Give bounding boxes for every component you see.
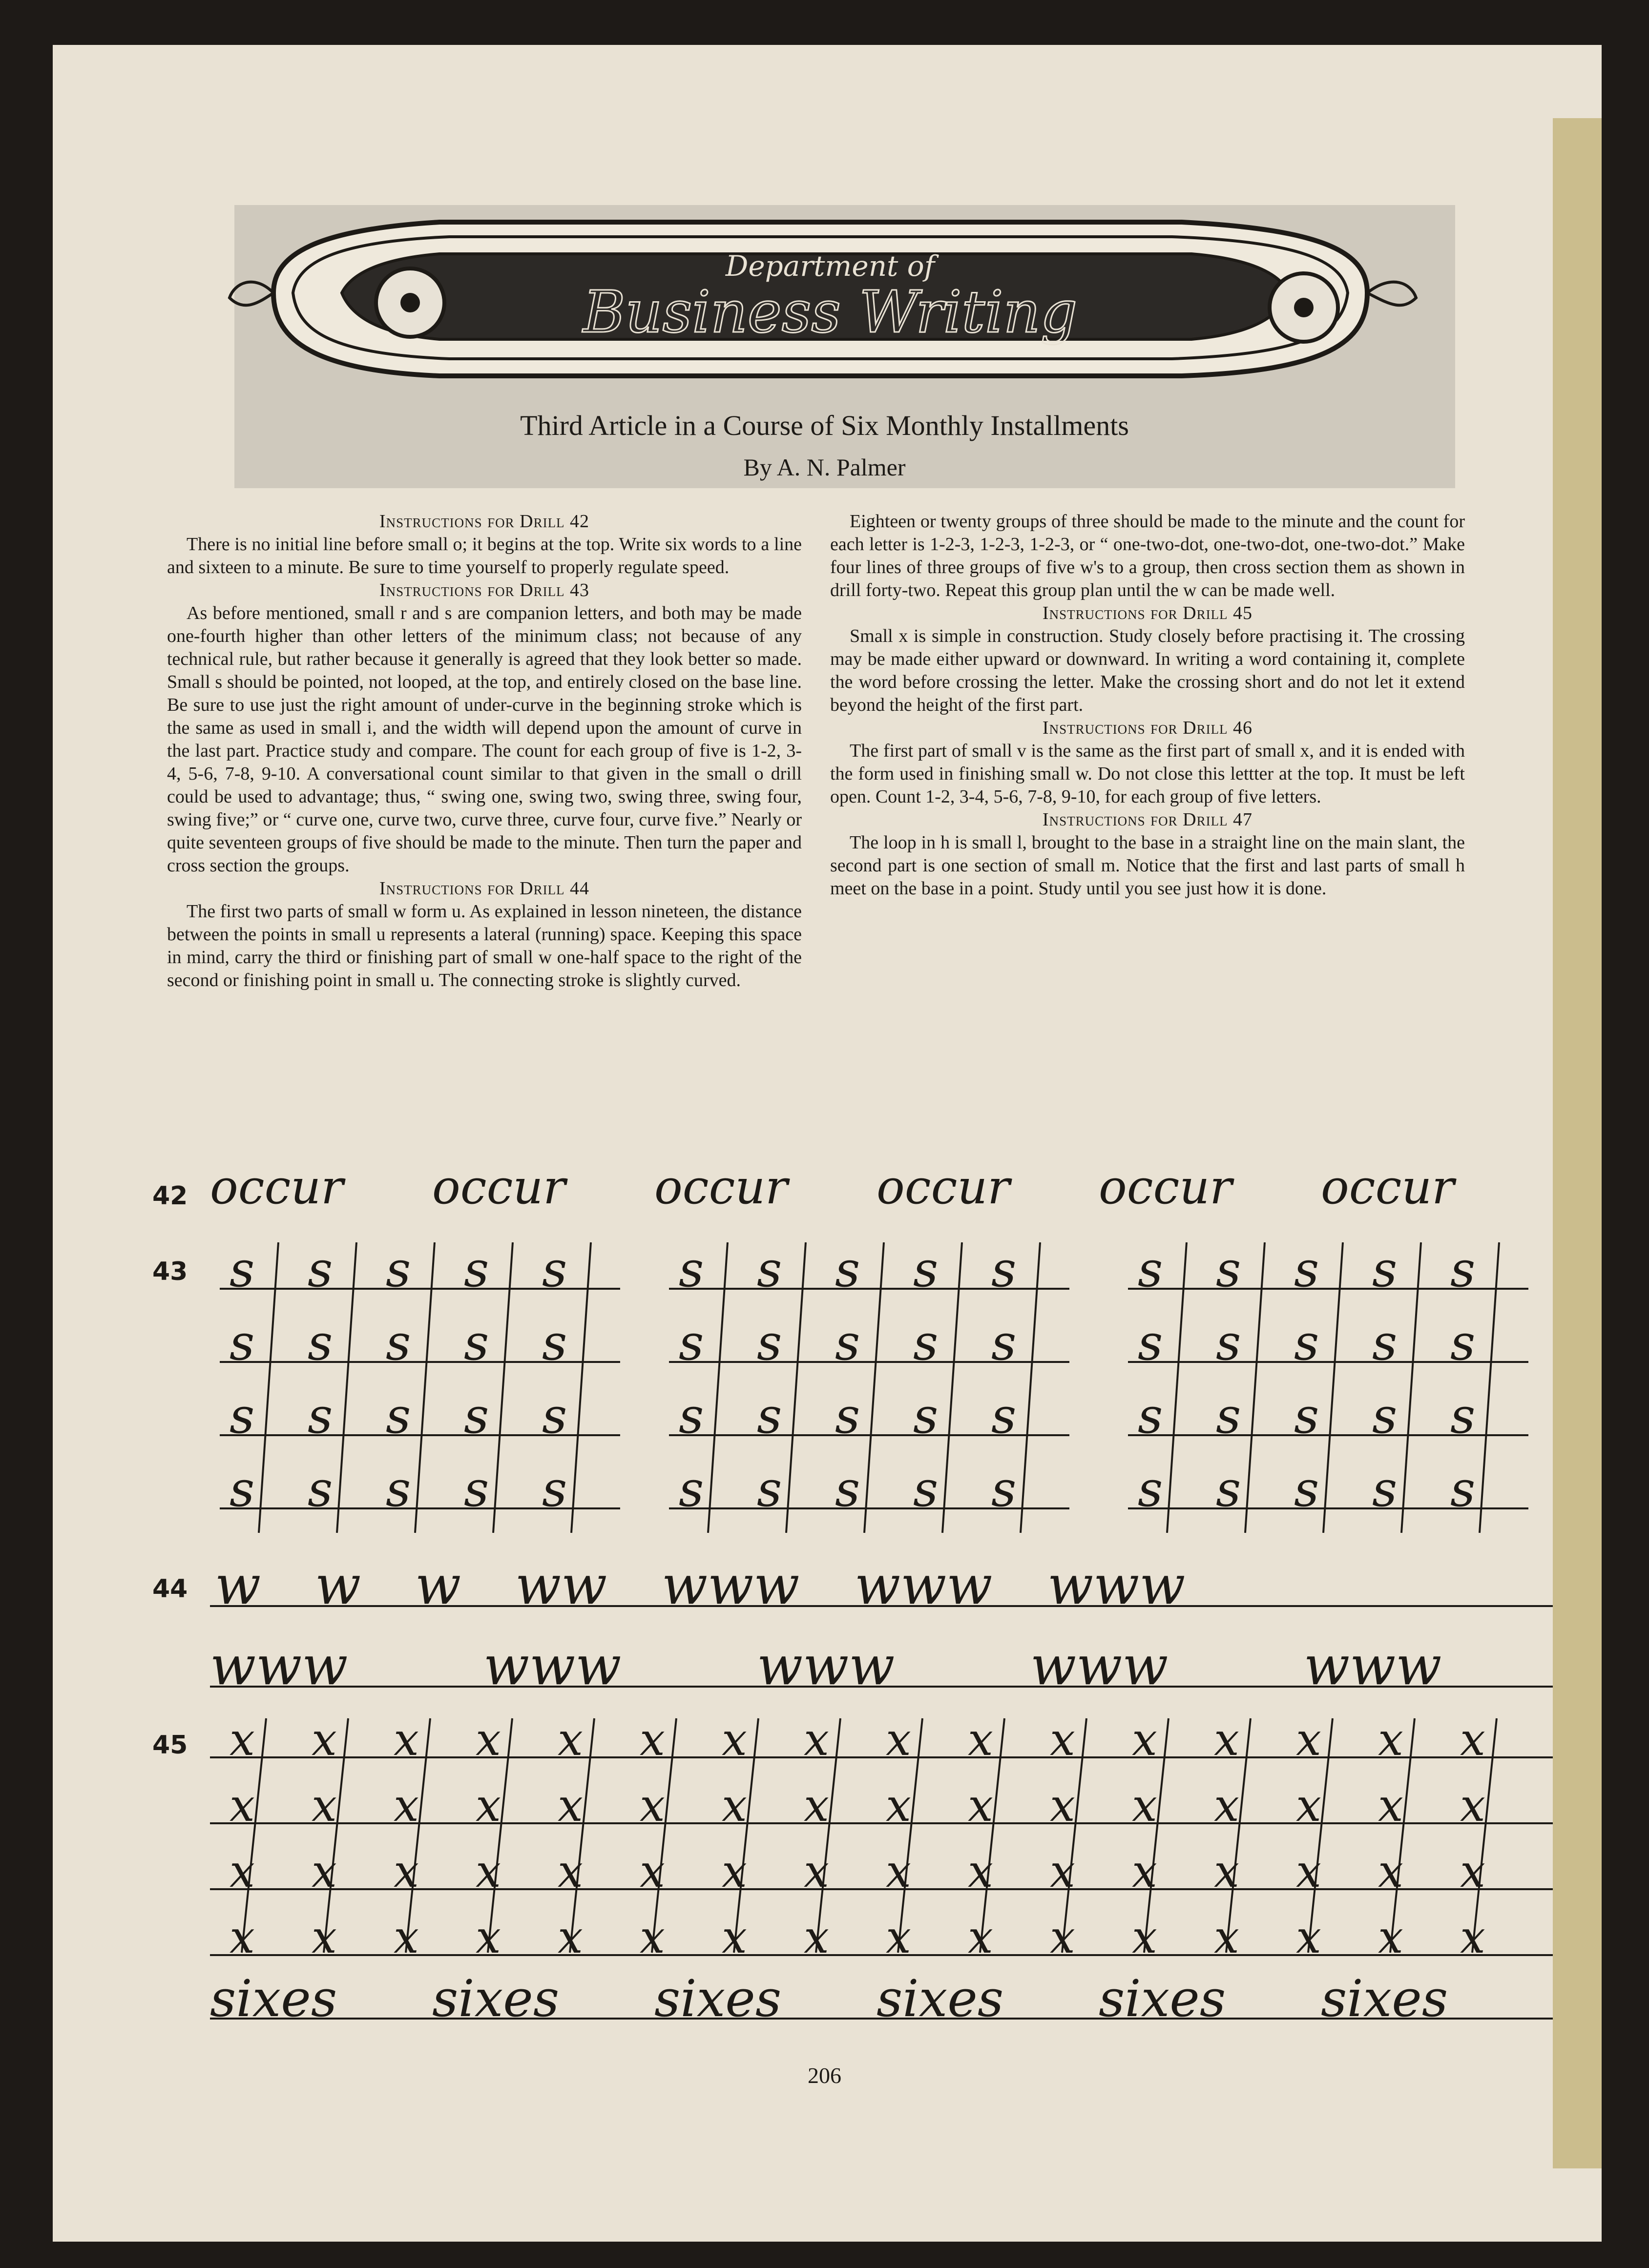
- sixes-word: sixes: [210, 1969, 337, 2028]
- drill-43-letter: s: [1216, 1461, 1241, 1518]
- drill-43-cross-stroke: [786, 1242, 806, 1533]
- drill-45-letter: x: [722, 1911, 747, 1963]
- drill-43-letter: s: [913, 1461, 939, 1518]
- drill-45-letter: x: [1050, 1845, 1075, 1897]
- drill-45-letter: x: [968, 1845, 993, 1897]
- drill-43-letter: s: [230, 1461, 255, 1518]
- drill-43-letter: s: [679, 1314, 704, 1371]
- drill-45-letter: x: [722, 1713, 747, 1766]
- drill-45-letter: x: [476, 1779, 501, 1832]
- drill-43-letter: s: [386, 1461, 411, 1518]
- drill-43-cross-stroke: [259, 1242, 278, 1533]
- drill-45-letter: x: [1214, 1779, 1239, 1832]
- drill-45-letter: x: [312, 1779, 337, 1832]
- drill-44-group: www: [483, 1634, 622, 1697]
- article-title: Third Article in a Course of Six Monthly Installments: [520, 410, 1129, 441]
- drill-45-letter: x: [804, 1779, 829, 1832]
- drill-43-letter: s: [1372, 1314, 1398, 1371]
- drill-43-letter: s: [464, 1241, 489, 1298]
- drill-45-letter: x: [1132, 1845, 1157, 1897]
- drill-43-letter: s: [230, 1387, 255, 1444]
- drill-45-letter: x: [1214, 1845, 1239, 1897]
- drill-45-letter: x: [640, 1911, 665, 1963]
- drill-45-letter: x: [476, 1713, 501, 1766]
- drill-43-letter: s: [679, 1387, 704, 1444]
- drill-45-letter: x: [394, 1779, 419, 1832]
- drill-45-letter: x: [558, 1911, 583, 1963]
- drill-45-letter: x: [230, 1779, 255, 1832]
- drill-43-cross-stroke: [1401, 1242, 1421, 1533]
- drill-45-letter: x: [1214, 1911, 1239, 1963]
- drill-42-word: occur: [210, 1160, 344, 1215]
- drill-45-letter: x: [230, 1845, 255, 1897]
- drill-43-cross-stroke: [571, 1242, 591, 1533]
- drill-43-letter: s: [542, 1387, 567, 1444]
- drill-43-letter: s: [230, 1241, 255, 1298]
- drill-43-letter: s: [835, 1387, 860, 1444]
- drill-43-letter: s: [464, 1461, 489, 1518]
- drill-43-letter: s: [757, 1314, 782, 1371]
- drill-43-heading: Instructions for Drill 43: [379, 580, 590, 600]
- drill-45-letter: x: [886, 1713, 911, 1766]
- drill-45-letter: x: [886, 1779, 911, 1832]
- drill-42-word: occur: [877, 1160, 1010, 1215]
- drill-45-letter: x: [968, 1779, 993, 1832]
- drill-43-letter: s: [679, 1461, 704, 1518]
- drill-43-letter: s: [308, 1387, 333, 1444]
- sixes-word: sixes: [1321, 1969, 1448, 2028]
- drill-47-heading: Instructions for Drill 47: [1042, 809, 1253, 830]
- sixes-word: sixes: [432, 1969, 560, 2028]
- drill-47-text: The loop in h is small l, brought to the base in a straight line on the main slant, the second part is one section of small m. Notice that the first and last parts of small h meet on the base in a point. Study until you see just how it is done.: [830, 832, 1465, 899]
- sixes-word: sixes: [877, 1969, 1004, 2028]
- drill-43-letter: s: [230, 1314, 255, 1371]
- drill-43-letter: s: [1450, 1461, 1476, 1518]
- drill-45-letter: x: [968, 1713, 993, 1766]
- drill-45-letter: x: [968, 1911, 993, 1963]
- drill-45-number: 45: [152, 1731, 188, 1760]
- drill-42-word: occur: [1321, 1160, 1455, 1215]
- drill-43-cross-stroke: [1021, 1242, 1040, 1533]
- drill-44-text-1: The first two parts of small w form u. As explained in lesson nineteen, the distance between the points in small u represents a lateral (running) space. Keeping this space in mind, carry the third or finishing part of small w one-half space to the right of the second or finishing point in small u. The connecting stroke is slightly curved.: [167, 901, 802, 990]
- drill-45-letter: x: [1460, 1911, 1485, 1963]
- drill-43-letter: s: [1138, 1314, 1163, 1371]
- drill-43-letter: s: [542, 1314, 567, 1371]
- drill-44-heading: Instructions for Drill 44: [379, 878, 590, 899]
- drill-45-letter: x: [804, 1845, 829, 1897]
- drill-43-letter: s: [1294, 1241, 1319, 1298]
- drill-43-letter: s: [679, 1241, 704, 1298]
- drill-45-letter: x: [1050, 1713, 1075, 1766]
- drill-45-letter: x: [558, 1845, 583, 1897]
- drill-45-letter: x: [312, 1911, 337, 1963]
- drill-43-letter: s: [991, 1241, 1017, 1298]
- drill-44-number: 44: [152, 1574, 188, 1604]
- drill-44-group: www: [1047, 1554, 1186, 1616]
- drill-44-group: ww: [515, 1554, 607, 1616]
- drill-43-cross-stroke: [493, 1242, 513, 1533]
- drill-45-letter: x: [1378, 1713, 1403, 1766]
- drill-42-text: There is no initial line before small o; it begins at the top. Write six words to a line and sixteen to a minute. Be sure to time yourself to properly regulate speed.: [167, 534, 802, 577]
- drill-45-letter: x: [1460, 1713, 1485, 1766]
- drill-45-letter: x: [1460, 1845, 1485, 1897]
- drill-44-group: www: [662, 1554, 800, 1616]
- drill-43-letter: s: [835, 1314, 860, 1371]
- drill-44-group: www: [1030, 1634, 1169, 1697]
- drill-43-letter: s: [1450, 1241, 1476, 1298]
- drill-45-letter: x: [312, 1845, 337, 1897]
- drill-43-letter: s: [1450, 1387, 1476, 1444]
- drill-43-letter: s: [464, 1387, 489, 1444]
- banner-department-text: Department of: [725, 249, 935, 283]
- drill-45-letter: x: [558, 1713, 583, 1766]
- drill-45-letter: x: [722, 1779, 747, 1832]
- drill-45-letter: x: [1050, 1779, 1075, 1832]
- drill-45-letter: x: [394, 1845, 419, 1897]
- drill-44-group: www: [855, 1554, 993, 1616]
- drill-44-text-2: Eighteen or twenty groups of three should be made to the minute and the count for each letter is 1-2-3, 1-2-3, 1-2-3, or “ one-two-dot, one-two-dot, one-two-dot.” Make four lines of three groups of five w's to a group, then cross section them as shown in drill forty-two. Repeat this group plan until the w can be made well.: [830, 511, 1465, 600]
- drill-43-cross-stroke: [415, 1242, 435, 1533]
- drill-43-letter: s: [1372, 1241, 1398, 1298]
- drill-43-letter: s: [1294, 1387, 1319, 1444]
- drill-43-letter: s: [1450, 1314, 1476, 1371]
- drill-43-letter: s: [1372, 1387, 1398, 1444]
- drill-43-letter: s: [757, 1387, 782, 1444]
- drill-45-letter: x: [804, 1911, 829, 1963]
- drill-45-letter: x: [886, 1845, 911, 1897]
- drill-43-letter: s: [757, 1461, 782, 1518]
- drill-43-letter: s: [1138, 1387, 1163, 1444]
- drill-44-group: www: [1304, 1634, 1442, 1697]
- drill-42-heading: Instructions for Drill 42: [379, 511, 590, 532]
- drill-43-cross-stroke: [1480, 1242, 1499, 1533]
- sixes-word: sixes: [1099, 1969, 1226, 2028]
- drill-45-letter: x: [640, 1713, 665, 1766]
- drill-44-group: w: [315, 1554, 361, 1616]
- drill-43-cross-stroke: [1245, 1242, 1265, 1533]
- drill-43-number: 43: [152, 1257, 188, 1286]
- drill-45-letter: x: [640, 1779, 665, 1832]
- drill-45-letter: x: [1214, 1713, 1239, 1766]
- drill-46-heading: Instructions for Drill 46: [1042, 718, 1253, 738]
- drill-45-letter: x: [230, 1911, 255, 1963]
- drill-43-letter: s: [1294, 1461, 1319, 1518]
- drill-43-letter: s: [913, 1387, 939, 1444]
- sixes-word: sixes: [654, 1969, 782, 2028]
- drill-43-letter: s: [1294, 1314, 1319, 1371]
- drill-43-letter: s: [386, 1314, 411, 1371]
- drill-43-letter: s: [991, 1387, 1017, 1444]
- drill-43-letter: s: [1216, 1241, 1241, 1298]
- drill-44-group: www: [210, 1634, 348, 1697]
- drill-43-cross-stroke: [337, 1242, 356, 1533]
- drill-45-letter: x: [394, 1713, 419, 1766]
- drill-45-letter: x: [1296, 1713, 1321, 1766]
- drill-43-cross-stroke: [1167, 1242, 1187, 1533]
- drill-43-letter: s: [835, 1461, 860, 1518]
- drill-43-text: As before mentioned, small r and s are companion letters, and both may be made one-fourth higher than other letters of the minimum class; not because of any technical rule, but rather because it generally is agreed that they look better so made. Small s should be pointed, not looped, at the top, and entirely closed on the base line. Be sure to use just the right amount of under-curve in the beginning stroke which is the same as used in small i, and the width will depend upon the amount of curve in the last part. Practice study and compare. The count for each group of five is 1-2, 3-4, 5-6, 7-8, 9-10. A conversational count similar to that given in the small o drill could be used to advantage; thus, “ swing one, swing two, swing three, swing four, swing five;” or “ curve one, curve two, curve three, curve four, curve five.” Nearly or quite seventeen groups of five should be made to the minute. Then turn the paper and cross section the groups.: [167, 603, 802, 876]
- drill-43-letter: s: [308, 1314, 333, 1371]
- drill-43-letter: s: [1138, 1241, 1163, 1298]
- drill-42-word: occur: [654, 1160, 788, 1215]
- drill-45-letter: x: [476, 1911, 501, 1963]
- drill-43-letter: s: [991, 1461, 1017, 1518]
- drill-43-letter: s: [913, 1314, 939, 1371]
- drill-45-letter: x: [1378, 1911, 1403, 1963]
- drill-43-cross-stroke: [864, 1242, 884, 1533]
- drill-45-letter: x: [1296, 1845, 1321, 1897]
- drill-45-letter: x: [1296, 1911, 1321, 1963]
- banner-title-text: Business Writing: [583, 278, 1078, 346]
- drill-45-letter: x: [312, 1713, 337, 1766]
- drill-43-letter: s: [1216, 1387, 1241, 1444]
- drill-43-letter: s: [308, 1461, 333, 1518]
- drill-45-letter: x: [230, 1713, 255, 1766]
- drill-42-word: occur: [432, 1160, 566, 1215]
- drill-43-cross-stroke: [1323, 1242, 1343, 1533]
- drill-45-letter: x: [1132, 1911, 1157, 1963]
- drill-45-letter: x: [476, 1845, 501, 1897]
- drill-45-letter: x: [1296, 1779, 1321, 1832]
- byline: By A. N. Palmer: [743, 454, 906, 481]
- drill-43-cross-stroke: [708, 1242, 728, 1533]
- drill-43-letter: s: [757, 1241, 782, 1298]
- drill-43-letter: s: [542, 1241, 567, 1298]
- drill-45-heading: Instructions for Drill 45: [1042, 603, 1253, 623]
- drill-43-cross-stroke: [942, 1242, 962, 1533]
- drill-45-letter: x: [1378, 1779, 1403, 1832]
- drill-44-group: w: [415, 1554, 461, 1616]
- drill-42-word: occur: [1099, 1160, 1232, 1215]
- drill-45-letter: x: [1460, 1779, 1485, 1832]
- drill-45-letter: x: [886, 1911, 911, 1963]
- drill-45-letter: x: [1132, 1713, 1157, 1766]
- drill-45-text: Small x is simple in construction. Study closely before practising it. The crossing may be made either upward or downward. In writing a word containing it, complete the word before crossing the letter. Make the crossing short and do not let it extend beyond the height of the first part.: [830, 626, 1465, 715]
- drill-45-letter: x: [1050, 1911, 1075, 1963]
- drill-45-letter: x: [722, 1845, 747, 1897]
- drill-43-letter: s: [913, 1241, 939, 1298]
- drill-44-group: www: [757, 1634, 895, 1697]
- drill-42-number: 42: [152, 1181, 188, 1211]
- drill-43-letter: s: [308, 1241, 333, 1298]
- drill-43-letter: s: [542, 1461, 567, 1518]
- drill-44-group: w: [215, 1554, 261, 1616]
- drill-43-letter: s: [835, 1241, 860, 1298]
- drill-45-letter: x: [394, 1911, 419, 1963]
- drill-45-letter: x: [804, 1713, 829, 1766]
- drill-45-letter: x: [1378, 1845, 1403, 1897]
- drill-43-letter: s: [1372, 1461, 1398, 1518]
- drill-43-letter: s: [1138, 1461, 1163, 1518]
- drill-45-letter: x: [640, 1845, 665, 1897]
- drill-43-letter: s: [386, 1241, 411, 1298]
- drill-43-letter: s: [991, 1314, 1017, 1371]
- drill-43-letter: s: [386, 1387, 411, 1444]
- page-number: 206: [808, 2063, 841, 2088]
- drill-43-letter: s: [464, 1314, 489, 1371]
- drill-45-letter: x: [558, 1779, 583, 1832]
- drill-45-letter: x: [1132, 1779, 1157, 1832]
- drill-46-text: The first part of small v is the same as the first part of small x, and it is ended with the form used in finishing small w. Do not close this lettter at the top. It must be left open. Count 1-2, 3-4, 5-6, 7-8, 9-10, for each group of five letters.: [830, 741, 1465, 807]
- drill-43-letter: s: [1216, 1314, 1241, 1371]
